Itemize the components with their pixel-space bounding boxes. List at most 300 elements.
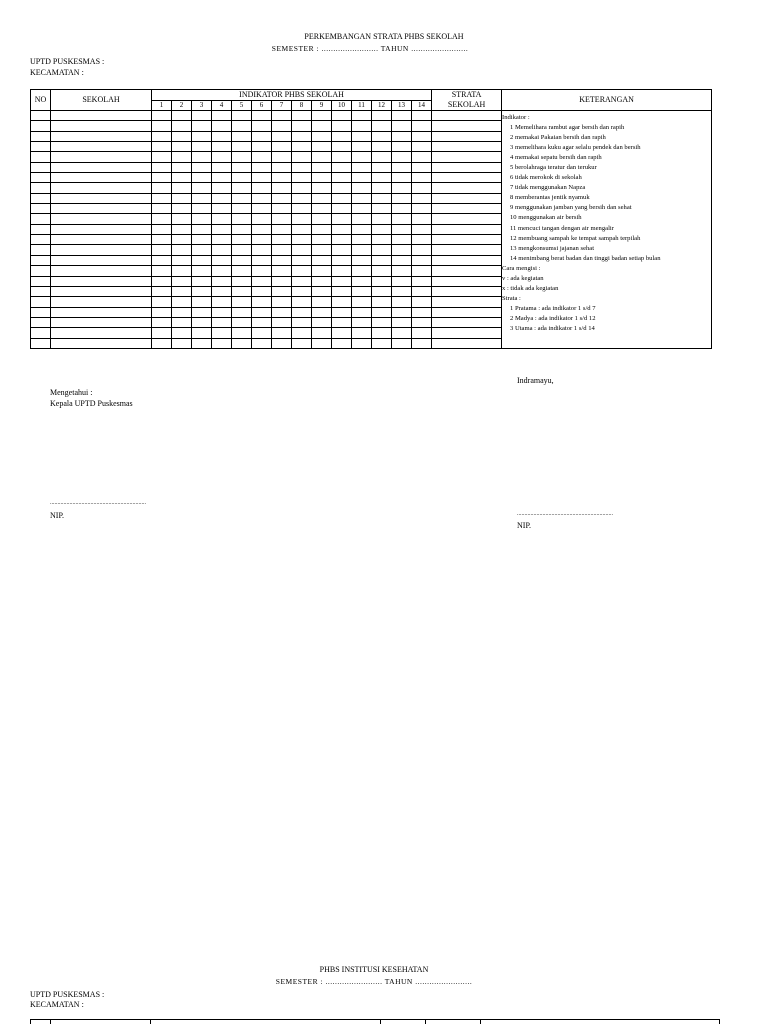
indicator-cell[interactable] bbox=[192, 173, 212, 183]
strata-cell[interactable] bbox=[432, 317, 502, 327]
indicator-cell[interactable] bbox=[332, 111, 352, 121]
indicator-cell[interactable] bbox=[312, 111, 332, 121]
indicator-cell[interactable] bbox=[392, 193, 412, 203]
indicator-cell[interactable] bbox=[152, 245, 172, 255]
indicator-cell[interactable] bbox=[192, 193, 212, 203]
indicator-cell[interactable] bbox=[192, 266, 212, 276]
indicator-cell[interactable] bbox=[292, 142, 312, 152]
indicator-cell[interactable] bbox=[352, 266, 372, 276]
indicator-cell[interactable] bbox=[372, 204, 392, 214]
indicator-cell[interactable] bbox=[272, 276, 292, 286]
indicator-cell[interactable] bbox=[332, 183, 352, 193]
indicator-cell[interactable] bbox=[232, 328, 252, 338]
indicator-cell[interactable] bbox=[232, 286, 252, 296]
indicator-cell[interactable] bbox=[372, 224, 392, 234]
indicator-cell[interactable] bbox=[192, 317, 212, 327]
indicator-cell[interactable] bbox=[212, 142, 232, 152]
no-cell[interactable] bbox=[31, 183, 51, 193]
indicator-cell[interactable] bbox=[192, 142, 212, 152]
indicator-cell[interactable] bbox=[252, 276, 272, 286]
indicator-cell[interactable] bbox=[232, 266, 252, 276]
indicator-cell[interactable] bbox=[152, 204, 172, 214]
indicator-cell[interactable] bbox=[332, 255, 352, 265]
indicator-cell[interactable] bbox=[152, 266, 172, 276]
indicator-cell[interactable] bbox=[272, 286, 292, 296]
indicator-cell[interactable] bbox=[152, 328, 172, 338]
indicator-cell[interactable] bbox=[172, 111, 192, 121]
indicator-cell[interactable] bbox=[292, 193, 312, 203]
no-cell[interactable] bbox=[31, 266, 51, 276]
indicator-cell[interactable] bbox=[292, 245, 312, 255]
strata-cell[interactable] bbox=[432, 224, 502, 234]
indicator-cell[interactable] bbox=[252, 266, 272, 276]
indicator-cell[interactable] bbox=[312, 193, 332, 203]
indicator-cell[interactable] bbox=[192, 276, 212, 286]
indicator-cell[interactable] bbox=[392, 276, 412, 286]
indicator-cell[interactable] bbox=[152, 276, 172, 286]
indicator-cell[interactable] bbox=[412, 183, 432, 193]
indicator-cell[interactable] bbox=[332, 131, 352, 141]
sekolah-cell[interactable] bbox=[51, 286, 152, 296]
indicator-cell[interactable] bbox=[212, 255, 232, 265]
indicator-cell[interactable] bbox=[172, 276, 192, 286]
indicator-cell[interactable] bbox=[172, 173, 192, 183]
indicator-cell[interactable] bbox=[372, 121, 392, 131]
indicator-cell[interactable] bbox=[252, 173, 272, 183]
sekolah-cell[interactable] bbox=[51, 193, 152, 203]
strata-cell[interactable] bbox=[432, 286, 502, 296]
indicator-cell[interactable] bbox=[272, 121, 292, 131]
indicator-cell[interactable] bbox=[332, 142, 352, 152]
indicator-cell[interactable] bbox=[332, 338, 352, 348]
strata-cell[interactable] bbox=[432, 307, 502, 317]
indicator-cell[interactable] bbox=[392, 338, 412, 348]
indicator-cell[interactable] bbox=[212, 266, 232, 276]
indicator-cell[interactable] bbox=[332, 204, 352, 214]
indicator-cell[interactable] bbox=[252, 297, 272, 307]
indicator-cell[interactable] bbox=[212, 317, 232, 327]
indicator-cell[interactable] bbox=[372, 214, 392, 224]
sekolah-cell[interactable] bbox=[51, 328, 152, 338]
indicator-cell[interactable] bbox=[312, 328, 332, 338]
indicator-cell[interactable] bbox=[412, 317, 432, 327]
no-cell[interactable] bbox=[31, 204, 51, 214]
indicator-cell[interactable] bbox=[252, 131, 272, 141]
indicator-cell[interactable] bbox=[292, 235, 312, 245]
sekolah-cell[interactable] bbox=[51, 183, 152, 193]
indicator-cell[interactable] bbox=[172, 183, 192, 193]
indicator-cell[interactable] bbox=[212, 328, 232, 338]
indicator-cell[interactable] bbox=[172, 204, 192, 214]
indicator-cell[interactable] bbox=[272, 266, 292, 276]
indicator-cell[interactable] bbox=[252, 286, 272, 296]
indicator-cell[interactable] bbox=[232, 255, 252, 265]
indicator-cell[interactable] bbox=[232, 307, 252, 317]
indicator-cell[interactable] bbox=[172, 121, 192, 131]
indicator-cell[interactable] bbox=[392, 255, 412, 265]
sekolah-cell[interactable] bbox=[51, 162, 152, 172]
indicator-cell[interactable] bbox=[212, 183, 232, 193]
indicator-cell[interactable] bbox=[352, 307, 372, 317]
indicator-cell[interactable] bbox=[272, 152, 292, 162]
indicator-cell[interactable] bbox=[352, 328, 372, 338]
indicator-cell[interactable] bbox=[232, 183, 252, 193]
indicator-cell[interactable] bbox=[172, 152, 192, 162]
indicator-cell[interactable] bbox=[192, 214, 212, 224]
indicator-cell[interactable] bbox=[152, 183, 172, 193]
indicator-cell[interactable] bbox=[252, 307, 272, 317]
indicator-cell[interactable] bbox=[292, 214, 312, 224]
indicator-cell[interactable] bbox=[372, 255, 392, 265]
indicator-cell[interactable] bbox=[212, 173, 232, 183]
indicator-cell[interactable] bbox=[212, 338, 232, 348]
indicator-cell[interactable] bbox=[292, 152, 312, 162]
strata-cell[interactable] bbox=[432, 266, 502, 276]
indicator-cell[interactable] bbox=[212, 245, 232, 255]
indicator-cell[interactable] bbox=[372, 111, 392, 121]
indicator-cell[interactable] bbox=[232, 276, 252, 286]
indicator-cell[interactable] bbox=[192, 224, 212, 234]
indicator-cell[interactable] bbox=[152, 193, 172, 203]
indicator-cell[interactable] bbox=[392, 286, 412, 296]
indicator-cell[interactable] bbox=[332, 328, 352, 338]
indicator-cell[interactable] bbox=[352, 255, 372, 265]
indicator-cell[interactable] bbox=[232, 204, 252, 214]
indicator-cell[interactable] bbox=[412, 121, 432, 131]
indicator-cell[interactable] bbox=[272, 255, 292, 265]
indicator-cell[interactable] bbox=[152, 131, 172, 141]
indicator-cell[interactable] bbox=[312, 204, 332, 214]
indicator-cell[interactable] bbox=[352, 297, 372, 307]
indicator-cell[interactable] bbox=[392, 173, 412, 183]
indicator-cell[interactable] bbox=[292, 297, 312, 307]
indicator-cell[interactable] bbox=[152, 307, 172, 317]
indicator-cell[interactable] bbox=[392, 224, 412, 234]
sekolah-cell[interactable] bbox=[51, 307, 152, 317]
indicator-cell[interactable] bbox=[332, 235, 352, 245]
no-cell[interactable] bbox=[31, 193, 51, 203]
sekolah-cell[interactable] bbox=[51, 235, 152, 245]
indicator-cell[interactable] bbox=[232, 245, 252, 255]
indicator-cell[interactable] bbox=[352, 204, 372, 214]
indicator-cell[interactable] bbox=[392, 328, 412, 338]
no-cell[interactable] bbox=[31, 214, 51, 224]
indicator-cell[interactable] bbox=[352, 173, 372, 183]
indicator-cell[interactable] bbox=[232, 224, 252, 234]
indicator-cell[interactable] bbox=[292, 317, 312, 327]
indicator-cell[interactable] bbox=[332, 317, 352, 327]
indicator-cell[interactable] bbox=[252, 204, 272, 214]
indicator-cell[interactable] bbox=[192, 235, 212, 245]
indicator-cell[interactable] bbox=[212, 111, 232, 121]
indicator-cell[interactable] bbox=[152, 255, 172, 265]
indicator-cell[interactable] bbox=[192, 131, 212, 141]
indicator-cell[interactable] bbox=[272, 183, 292, 193]
indicator-cell[interactable] bbox=[332, 286, 352, 296]
indicator-cell[interactable] bbox=[412, 162, 432, 172]
indicator-cell[interactable] bbox=[212, 286, 232, 296]
indicator-cell[interactable] bbox=[172, 214, 192, 224]
no-cell[interactable] bbox=[31, 142, 51, 152]
no-cell[interactable] bbox=[31, 328, 51, 338]
indicator-cell[interactable] bbox=[352, 193, 372, 203]
indicator-cell[interactable] bbox=[232, 152, 252, 162]
indicator-cell[interactable] bbox=[392, 235, 412, 245]
indicator-cell[interactable] bbox=[312, 142, 332, 152]
indicator-cell[interactable] bbox=[152, 111, 172, 121]
indicator-cell[interactable] bbox=[352, 214, 372, 224]
strata-cell[interactable] bbox=[432, 121, 502, 131]
indicator-cell[interactable] bbox=[292, 255, 312, 265]
indicator-cell[interactable] bbox=[172, 162, 192, 172]
indicator-cell[interactable] bbox=[312, 317, 332, 327]
indicator-cell[interactable] bbox=[352, 224, 372, 234]
indicator-cell[interactable] bbox=[352, 121, 372, 131]
indicator-cell[interactable] bbox=[252, 152, 272, 162]
indicator-cell[interactable] bbox=[312, 266, 332, 276]
indicator-cell[interactable] bbox=[232, 338, 252, 348]
indicator-cell[interactable] bbox=[292, 162, 312, 172]
indicator-cell[interactable] bbox=[372, 276, 392, 286]
indicator-cell[interactable] bbox=[232, 131, 252, 141]
indicator-cell[interactable] bbox=[192, 307, 212, 317]
indicator-cell[interactable] bbox=[172, 328, 192, 338]
indicator-cell[interactable] bbox=[372, 142, 392, 152]
indicator-cell[interactable] bbox=[392, 204, 412, 214]
sekolah-cell[interactable] bbox=[51, 224, 152, 234]
indicator-cell[interactable] bbox=[412, 297, 432, 307]
indicator-cell[interactable] bbox=[252, 193, 272, 203]
indicator-cell[interactable] bbox=[312, 255, 332, 265]
indicator-cell[interactable] bbox=[292, 183, 312, 193]
indicator-cell[interactable] bbox=[152, 173, 172, 183]
indicator-cell[interactable] bbox=[352, 142, 372, 152]
indicator-cell[interactable] bbox=[292, 121, 312, 131]
indicator-cell[interactable] bbox=[292, 276, 312, 286]
indicator-cell[interactable] bbox=[352, 111, 372, 121]
indicator-cell[interactable] bbox=[272, 235, 292, 245]
indicator-cell[interactable] bbox=[412, 152, 432, 162]
sekolah-cell[interactable] bbox=[51, 276, 152, 286]
indicator-cell[interactable] bbox=[292, 224, 312, 234]
no-cell[interactable] bbox=[31, 276, 51, 286]
no-cell[interactable] bbox=[31, 224, 51, 234]
indicator-cell[interactable] bbox=[312, 152, 332, 162]
indicator-cell[interactable] bbox=[192, 297, 212, 307]
indicator-cell[interactable] bbox=[272, 224, 292, 234]
strata-cell[interactable] bbox=[432, 245, 502, 255]
indicator-cell[interactable] bbox=[372, 338, 392, 348]
indicator-cell[interactable] bbox=[412, 173, 432, 183]
indicator-cell[interactable] bbox=[192, 121, 212, 131]
indicator-cell[interactable] bbox=[412, 131, 432, 141]
indicator-cell[interactable] bbox=[292, 204, 312, 214]
indicator-cell[interactable] bbox=[232, 297, 252, 307]
indicator-cell[interactable] bbox=[392, 111, 412, 121]
indicator-cell[interactable] bbox=[212, 214, 232, 224]
indicator-cell[interactable] bbox=[312, 286, 332, 296]
indicator-cell[interactable] bbox=[392, 317, 412, 327]
indicator-cell[interactable] bbox=[152, 224, 172, 234]
indicator-cell[interactable] bbox=[372, 235, 392, 245]
indicator-cell[interactable] bbox=[332, 307, 352, 317]
indicator-cell[interactable] bbox=[172, 297, 192, 307]
indicator-cell[interactable] bbox=[332, 162, 352, 172]
indicator-cell[interactable] bbox=[192, 183, 212, 193]
strata-cell[interactable] bbox=[432, 235, 502, 245]
strata-cell[interactable] bbox=[432, 162, 502, 172]
indicator-cell[interactable] bbox=[372, 266, 392, 276]
no-cell[interactable] bbox=[31, 286, 51, 296]
sekolah-cell[interactable] bbox=[51, 131, 152, 141]
indicator-cell[interactable] bbox=[212, 235, 232, 245]
indicator-cell[interactable] bbox=[332, 193, 352, 203]
no-cell[interactable] bbox=[31, 307, 51, 317]
indicator-cell[interactable] bbox=[332, 224, 352, 234]
indicator-cell[interactable] bbox=[192, 245, 212, 255]
indicator-cell[interactable] bbox=[372, 183, 392, 193]
indicator-cell[interactable] bbox=[252, 328, 272, 338]
indicator-cell[interactable] bbox=[412, 142, 432, 152]
indicator-cell[interactable] bbox=[172, 317, 192, 327]
indicator-cell[interactable] bbox=[312, 131, 332, 141]
indicator-cell[interactable] bbox=[332, 276, 352, 286]
indicator-cell[interactable] bbox=[332, 173, 352, 183]
indicator-cell[interactable] bbox=[292, 338, 312, 348]
strata-cell[interactable] bbox=[432, 214, 502, 224]
indicator-cell[interactable] bbox=[232, 235, 252, 245]
indicator-cell[interactable] bbox=[232, 162, 252, 172]
indicator-cell[interactable] bbox=[252, 111, 272, 121]
indicator-cell[interactable] bbox=[212, 121, 232, 131]
indicator-cell[interactable] bbox=[232, 142, 252, 152]
sekolah-cell[interactable] bbox=[51, 173, 152, 183]
indicator-cell[interactable] bbox=[272, 173, 292, 183]
indicator-cell[interactable] bbox=[192, 255, 212, 265]
indicator-cell[interactable] bbox=[412, 307, 432, 317]
indicator-cell[interactable] bbox=[372, 317, 392, 327]
indicator-cell[interactable] bbox=[252, 317, 272, 327]
strata-cell[interactable] bbox=[432, 328, 502, 338]
no-cell[interactable] bbox=[31, 111, 51, 121]
indicator-cell[interactable] bbox=[292, 266, 312, 276]
indicator-cell[interactable] bbox=[412, 266, 432, 276]
no-cell[interactable] bbox=[31, 173, 51, 183]
indicator-cell[interactable] bbox=[272, 162, 292, 172]
indicator-cell[interactable] bbox=[172, 307, 192, 317]
strata-cell[interactable] bbox=[432, 276, 502, 286]
indicator-cell[interactable] bbox=[192, 152, 212, 162]
indicator-cell[interactable] bbox=[232, 173, 252, 183]
indicator-cell[interactable] bbox=[372, 193, 392, 203]
indicator-cell[interactable] bbox=[352, 235, 372, 245]
sekolah-cell[interactable] bbox=[51, 152, 152, 162]
indicator-cell[interactable] bbox=[312, 338, 332, 348]
indicator-cell[interactable] bbox=[372, 162, 392, 172]
indicator-cell[interactable] bbox=[272, 317, 292, 327]
sekolah-cell[interactable] bbox=[51, 245, 152, 255]
indicator-cell[interactable] bbox=[332, 214, 352, 224]
indicator-cell[interactable] bbox=[292, 111, 312, 121]
indicator-cell[interactable] bbox=[172, 193, 192, 203]
strata-cell[interactable] bbox=[432, 255, 502, 265]
no-cell[interactable] bbox=[31, 121, 51, 131]
strata-cell[interactable] bbox=[432, 297, 502, 307]
indicator-cell[interactable] bbox=[152, 235, 172, 245]
sekolah-cell[interactable] bbox=[51, 204, 152, 214]
strata-cell[interactable] bbox=[432, 152, 502, 162]
indicator-cell[interactable] bbox=[292, 131, 312, 141]
indicator-cell[interactable] bbox=[272, 142, 292, 152]
indicator-cell[interactable] bbox=[252, 142, 272, 152]
indicator-cell[interactable] bbox=[272, 193, 292, 203]
indicator-cell[interactable] bbox=[352, 152, 372, 162]
indicator-cell[interactable] bbox=[392, 152, 412, 162]
indicator-cell[interactable] bbox=[252, 162, 272, 172]
indicator-cell[interactable] bbox=[332, 245, 352, 255]
indicator-cell[interactable] bbox=[172, 255, 192, 265]
indicator-cell[interactable] bbox=[332, 121, 352, 131]
indicator-cell[interactable] bbox=[372, 328, 392, 338]
indicator-cell[interactable] bbox=[352, 245, 372, 255]
indicator-cell[interactable] bbox=[312, 121, 332, 131]
indicator-cell[interactable] bbox=[232, 193, 252, 203]
indicator-cell[interactable] bbox=[172, 235, 192, 245]
indicator-cell[interactable] bbox=[192, 204, 212, 214]
no-cell[interactable] bbox=[31, 162, 51, 172]
indicator-cell[interactable] bbox=[392, 142, 412, 152]
sekolah-cell[interactable] bbox=[51, 255, 152, 265]
indicator-cell[interactable] bbox=[172, 286, 192, 296]
indicator-cell[interactable] bbox=[172, 338, 192, 348]
strata-cell[interactable] bbox=[432, 111, 502, 121]
indicator-cell[interactable] bbox=[312, 307, 332, 317]
indicator-cell[interactable] bbox=[372, 173, 392, 183]
indicator-cell[interactable] bbox=[412, 328, 432, 338]
indicator-cell[interactable] bbox=[232, 214, 252, 224]
indicator-cell[interactable] bbox=[212, 131, 232, 141]
strata-cell[interactable] bbox=[432, 142, 502, 152]
indicator-cell[interactable] bbox=[252, 121, 272, 131]
indicator-cell[interactable] bbox=[372, 245, 392, 255]
indicator-cell[interactable] bbox=[352, 162, 372, 172]
indicator-cell[interactable] bbox=[272, 307, 292, 317]
indicator-cell[interactable] bbox=[312, 276, 332, 286]
strata-cell[interactable] bbox=[432, 204, 502, 214]
indicator-cell[interactable] bbox=[352, 317, 372, 327]
sekolah-cell[interactable] bbox=[51, 142, 152, 152]
indicator-cell[interactable] bbox=[152, 317, 172, 327]
indicator-cell[interactable] bbox=[212, 276, 232, 286]
indicator-cell[interactable] bbox=[392, 266, 412, 276]
indicator-cell[interactable] bbox=[412, 224, 432, 234]
indicator-cell[interactable] bbox=[152, 152, 172, 162]
indicator-cell[interactable] bbox=[292, 173, 312, 183]
indicator-cell[interactable] bbox=[412, 214, 432, 224]
indicator-cell[interactable] bbox=[392, 162, 412, 172]
indicator-cell[interactable] bbox=[152, 142, 172, 152]
strata-cell[interactable] bbox=[432, 193, 502, 203]
strata-cell[interactable] bbox=[432, 338, 502, 348]
no-cell[interactable] bbox=[31, 245, 51, 255]
indicator-cell[interactable] bbox=[332, 266, 352, 276]
sekolah-cell[interactable] bbox=[51, 317, 152, 327]
strata-cell[interactable] bbox=[432, 131, 502, 141]
sekolah-cell[interactable] bbox=[51, 297, 152, 307]
indicator-cell[interactable] bbox=[312, 235, 332, 245]
indicator-cell[interactable] bbox=[412, 235, 432, 245]
indicator-cell[interactable] bbox=[412, 276, 432, 286]
